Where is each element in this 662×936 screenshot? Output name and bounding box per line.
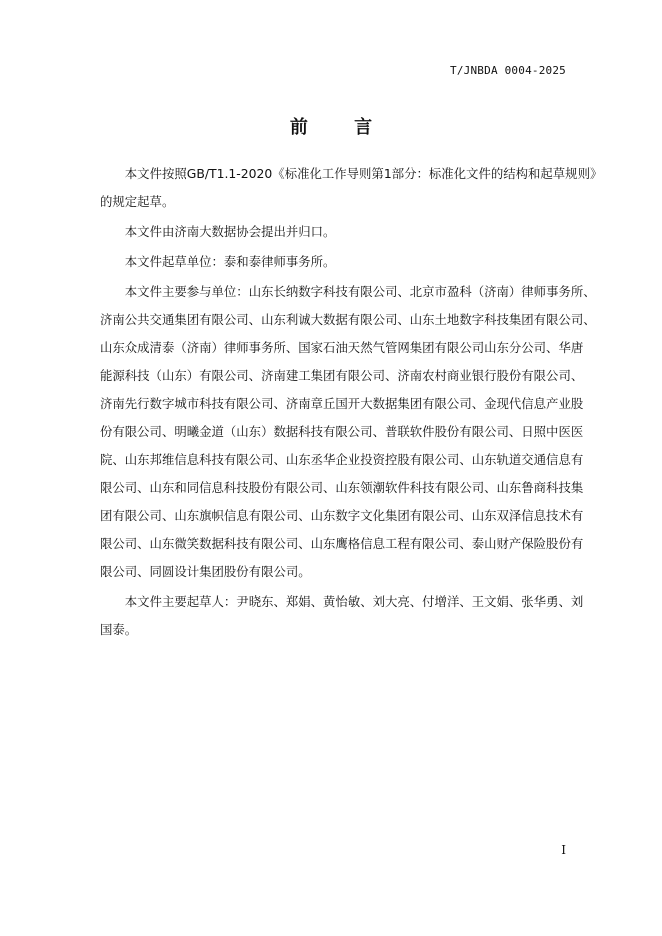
text-line: 院、山东邦维信息科技有限公司、山东丞华企业投资控股有限公司、山东轨道交通信息有 <box>100 452 584 467</box>
text-line: 国泰。 <box>100 622 138 637</box>
text-line: 本文件按照GB/T1.1-2020《标准化工作导则第1部分：标准化文件的结构和起草规则》 <box>124 166 603 181</box>
text-line: 限公司、同圆设计集团股份有限公司。 <box>100 564 311 579</box>
text-line: 济南公共交通集团有限公司、山东利诚大数据有限公司、山东土地数字科技集团有限公司、 <box>100 312 596 327</box>
paragraph-proposer: 本文件由济南大数据协会提出并归口。 <box>124 224 336 239</box>
text-line: 限公司、山东微笑数据科技有限公司、山东鹰格信息工程有限公司、泰山财产保险股份有 <box>100 536 584 551</box>
text-line: 本文件主要起草人：尹晓东、郑娟、黄怡敏、刘大亮、付增洋、王文娟、张华勇、刘 <box>124 594 584 609</box>
text-line: 的规定起草。 <box>100 194 175 209</box>
text-line: 份有限公司、明曦金道（山东）数据科技有限公司、普联软件股份有限公司、日照中医医 <box>100 424 584 439</box>
paragraph-drafting-basis <box>100 160 603 216</box>
document-body <box>100 160 603 646</box>
document-code: T/JNBDA 0004-2025 <box>450 64 566 77</box>
paragraph-drafting-unit: 本文件起草单位：泰和泰律师事务所。 <box>124 254 336 269</box>
paragraph-participating-units <box>100 278 596 586</box>
text-line: 山东众成清泰（济南）律师事务所、国家石油天然气管网集团有限公司山东分公司、华唐 <box>100 340 584 355</box>
text-line: 团有限公司、山东旗帜信息有限公司、山东数字文化集团有限公司、山东双泽信息技术有 <box>100 508 584 523</box>
text-line: 限公司、山东和同信息科技股份有限公司、山东领潮软件科技有限公司、山东鲁商科技集 <box>100 480 584 495</box>
page-title: 前 言 <box>289 117 393 138</box>
text-line: 济南先行数字城市科技有限公司、济南章丘国开大数据集团有限公司、金现代信息产业股 <box>100 396 584 411</box>
page-number: I <box>561 843 566 857</box>
text-line: 本文件主要参与单位：山东长纳数字科技有限公司、北京市盈科（济南）律师事务所、 <box>124 284 596 299</box>
paragraph-drafters <box>100 588 584 644</box>
text-line: 能源科技（山东）有限公司、济南建工集团有限公司、济南农村商业银行股份有限公司、 <box>100 368 584 383</box>
